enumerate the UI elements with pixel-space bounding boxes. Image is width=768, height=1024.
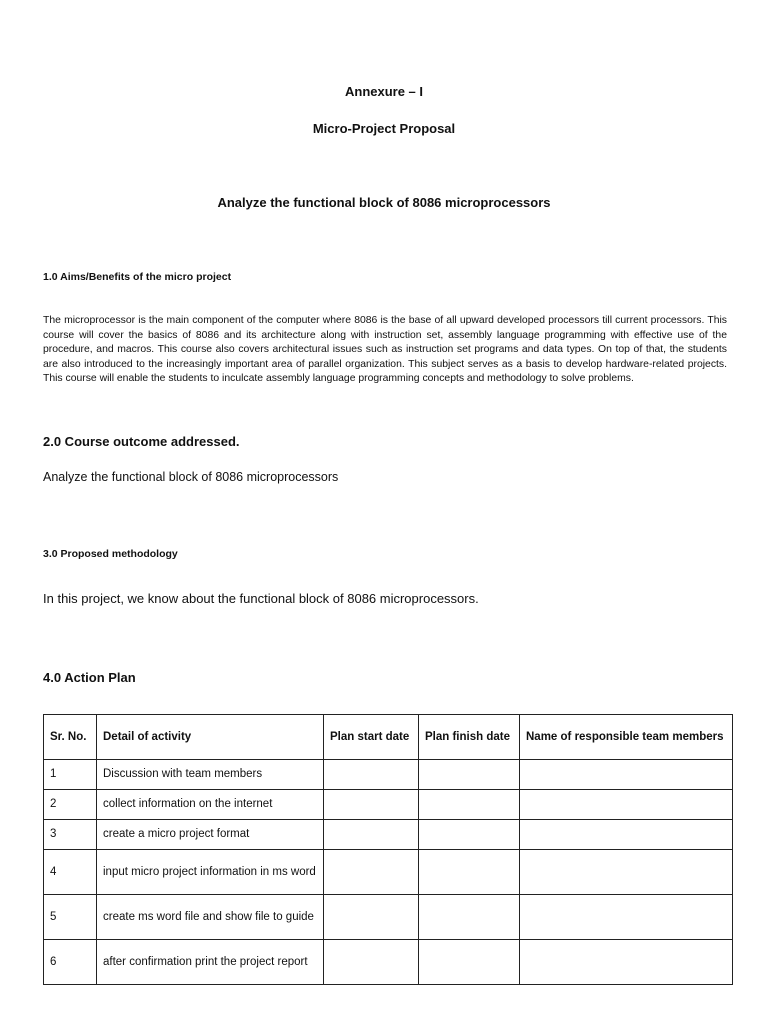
table-header-row [44,715,733,760]
cell-start [324,940,419,985]
table-row [44,760,733,790]
cell-sr: 6 [44,940,97,985]
cell-sr: 5 [44,895,97,940]
proposal-title: Micro-Project Proposal [312,121,456,136]
cell-members [520,850,733,895]
header-team-members: Name of responsible team members [520,715,733,760]
cell-sr: 4 [44,850,97,895]
cell-finish [419,850,520,895]
cell-members [520,760,733,790]
table-row [44,895,733,940]
cell-finish [419,940,520,985]
table-row [44,790,733,820]
cell-sr: 3 [44,820,97,850]
cell-finish [419,895,520,940]
cell-finish [419,820,520,850]
cell-members [520,820,733,850]
table-row [44,820,733,850]
cell-activity: input micro project information in ms word [97,850,324,895]
cell-activity: create a micro project format [97,820,324,850]
cell-activity: after confirmation print the project report [97,940,324,985]
cell-start [324,850,419,895]
cell-members [520,790,733,820]
table-row [44,850,733,895]
cell-activity: collect information on the internet [97,790,324,820]
header-sr-no: Sr. No. [44,715,97,760]
section-4-heading: 4.0 Action Plan [43,670,136,685]
cell-finish [419,760,520,790]
header-start-date: Plan start date [324,715,419,760]
header-activity: Detail of activity [97,715,324,760]
section-1-paragraph: The microprocessor is the main component of the computer where 8086 is the base of all upward developed processors till current processors. This course will cover the basics of 8086 and its architecture along with instruction set, assembly language programming with effective use of the procedure, and macros. This course also covers architectural issues such as instruction set programs and data types. On top of that, the students are also introduced to the increasingly important area of parallel organization. This subject serves as a basis to develop hardware-related projects. This course will enable the students to inculcate assembly language programming concepts and methodology to solve problems. [43,315,727,385]
action-plan-table [43,714,733,985]
cell-finish [419,790,520,820]
header-finish-date: Plan finish date [419,715,520,760]
section-3-text: In this project, we know about the functional block of 8086 microprocessors. [43,591,479,606]
cell-start [324,790,419,820]
cell-sr: 1 [44,760,97,790]
cell-members [520,940,733,985]
section-2-heading: 2.0 Course outcome addressed. [43,434,240,449]
cell-sr: 2 [44,790,97,820]
project-title: Analyze the functional block of 8086 microprocessors [217,195,551,210]
annexure-title: Annexure – I [344,84,424,99]
cell-activity: create ms word file and show file to guide [97,895,324,940]
table-row [44,940,733,985]
cell-members [520,895,733,940]
section-1-heading: 1.0 Aims/Benefits of the micro project [43,271,232,283]
section-2-text: Analyze the functional block of 8086 microprocessors [43,470,339,484]
section-3-heading: 3.0 Proposed methodology [43,548,178,560]
cell-start [324,895,419,940]
cell-start [324,760,419,790]
cell-activity: Discussion with team members [97,760,324,790]
cell-start [324,820,419,850]
